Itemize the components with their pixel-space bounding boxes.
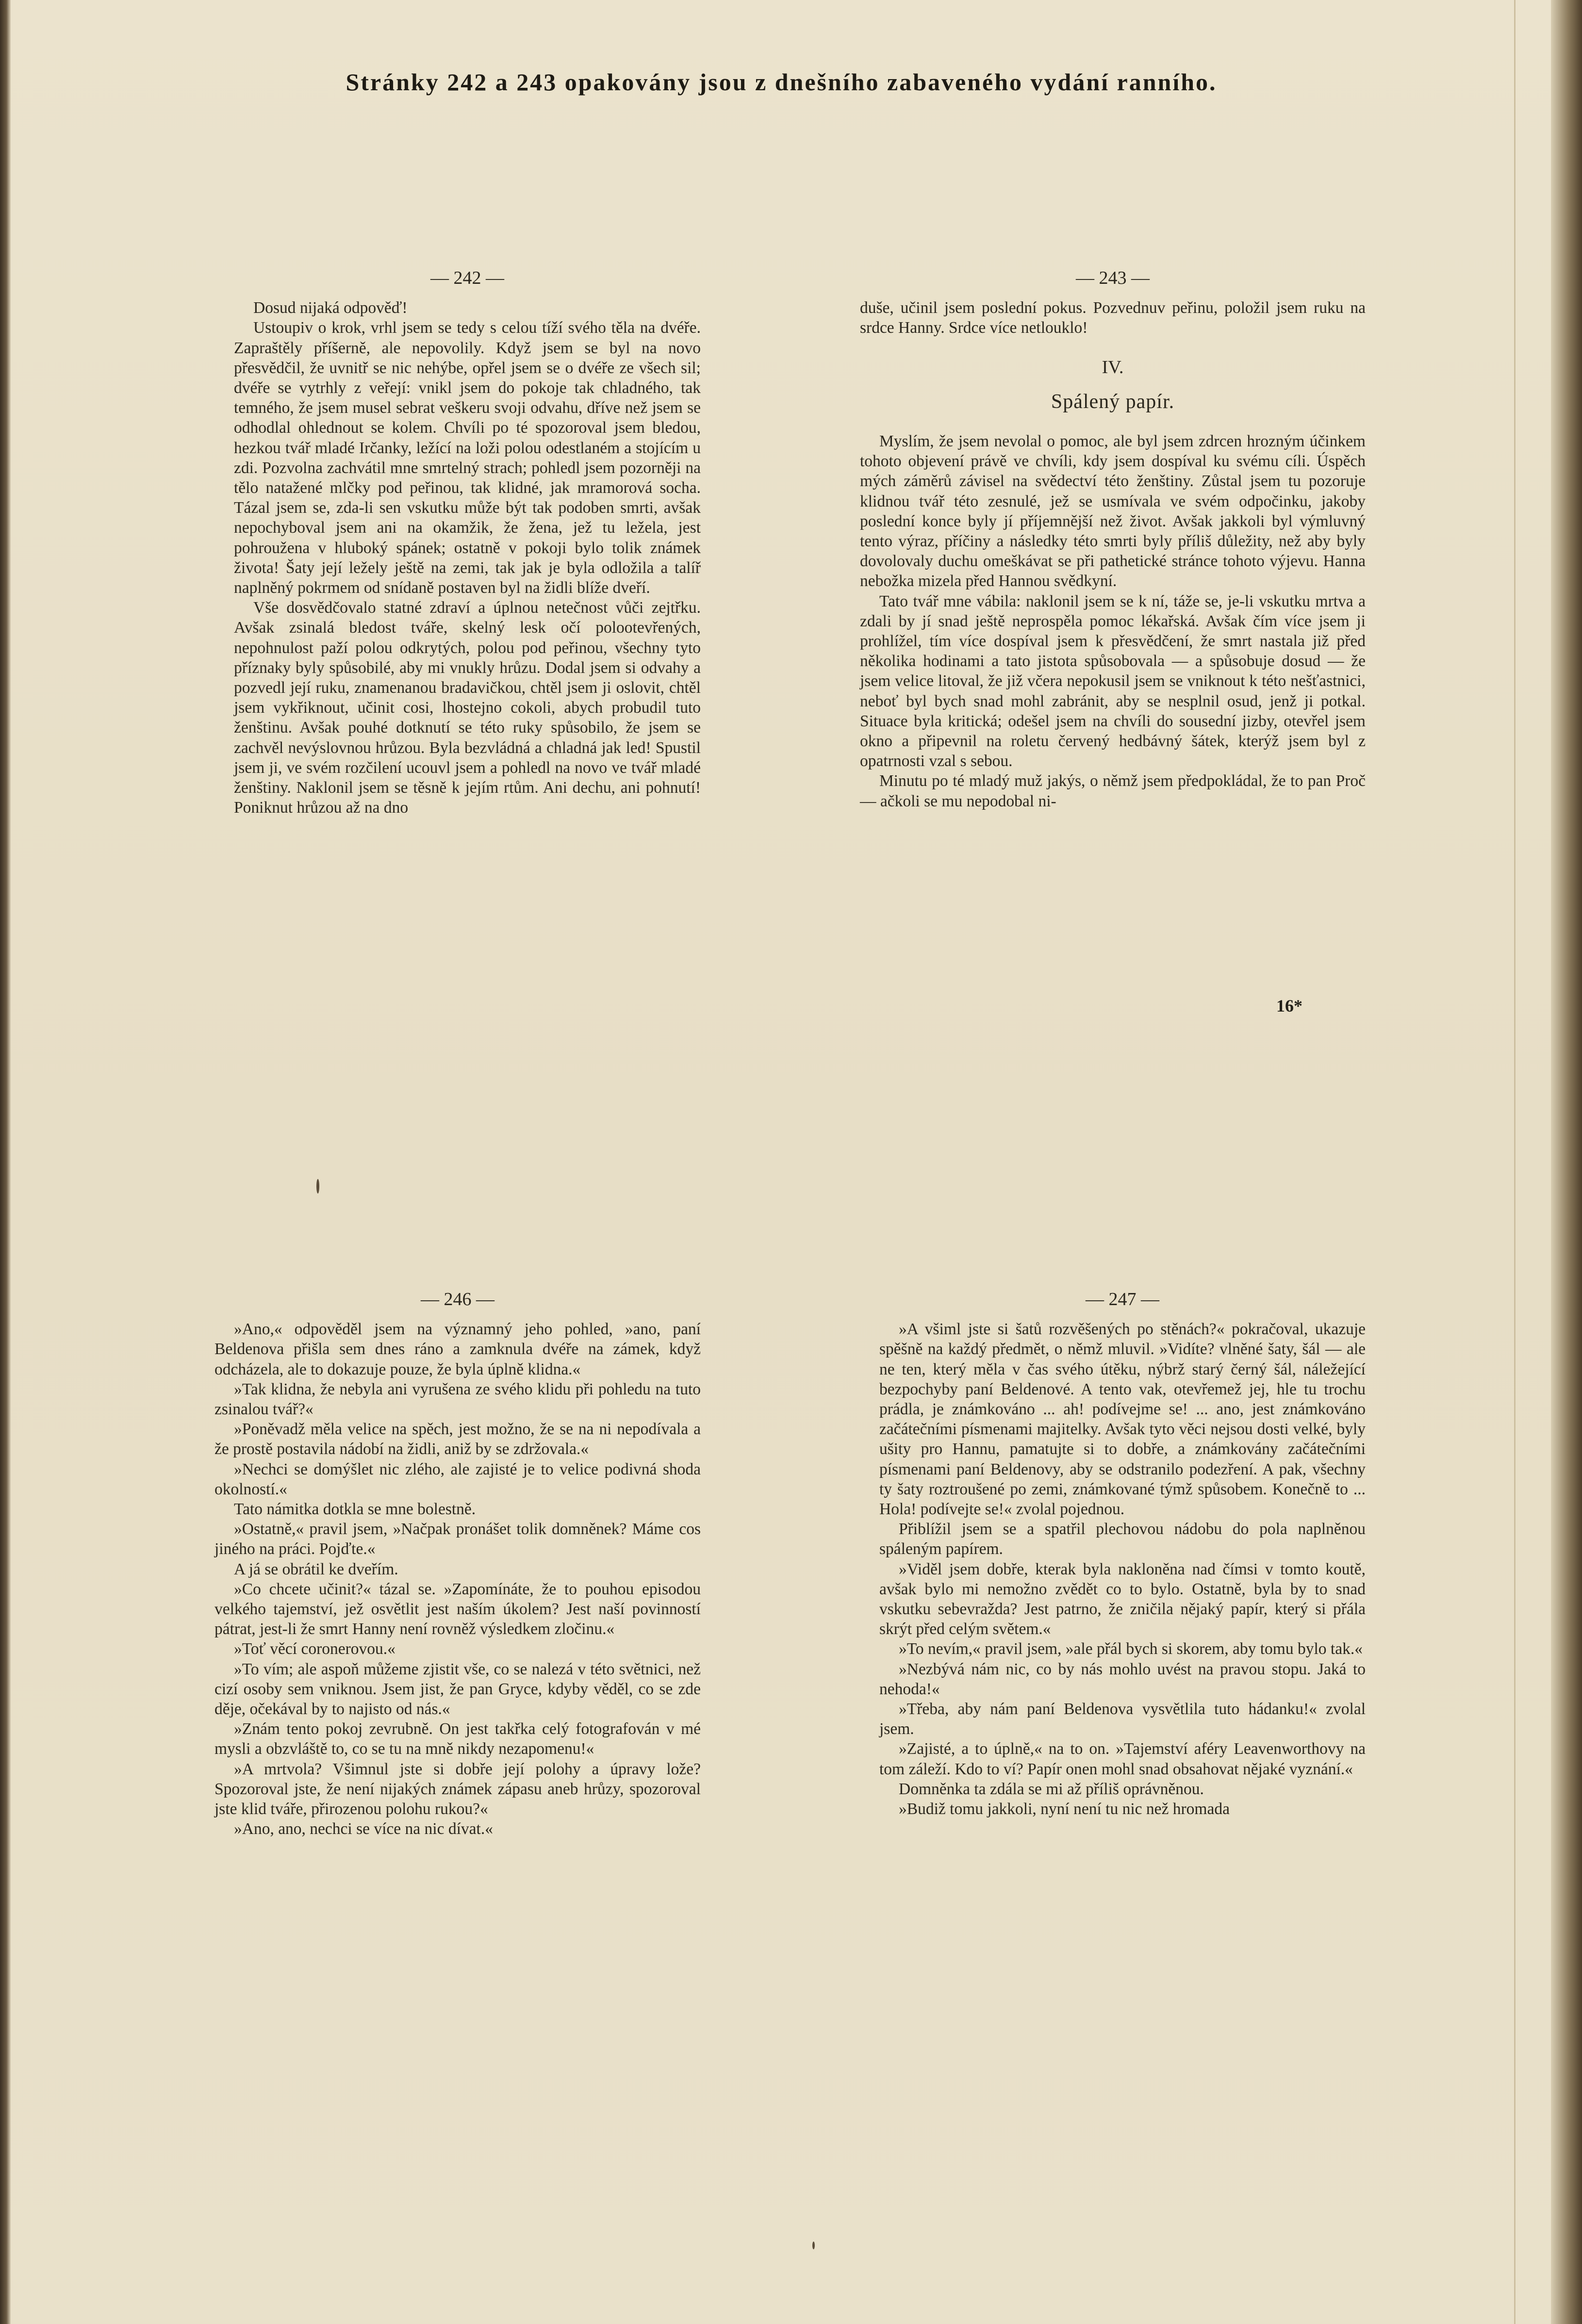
paper-speck — [812, 2242, 815, 2249]
page-number: — 246 — — [421, 1289, 494, 1309]
paragraph: »Co chcete učinit?« tázal se. »Zapomínáte, že to pouhou episodou velkého tajemství, jež osvětlit jest naším úkolem? Jest naší povinností pátrat, jest-li že smrt Hanny není rovněž výsledkem zločinu.« — [214, 1580, 701, 1638]
paragraph: Přiblížil jsem se a spatřil plechovou nádobu do pola naplněnou spáleným papírem. — [879, 1520, 1366, 1558]
paragraph: Tato tvář mne vábila: naklonil jsem se k ní, tážе se, je-li vskutku mrtva a zdali by jí snad ještě neprospěla pomoc lékařská. Avšak čím více jsem ji prohlížel, tím více dospíval jsem k přesvědčení, že smrt nastala již před několika hodinami a tato jistota spůsobovala — a spůsobuje dosud — že jsem velice litoval, že již včera nepokusil jsem se vniknout k této nešťastnici, neboť byl bych snad mohl zabránit, aby se nesplnil osud, jenž ji potkal. Situace byla kritická; odešel jsem na chvíli do sousední jizby, otevřel jsem okno a připevnil na roletu červený hedbávný šátek, kterýž jsem byl z opatrnosti vzal s sebou. — [860, 592, 1366, 770]
paper-speck — [316, 1179, 319, 1194]
left-binding-edge — [0, 0, 11, 2324]
chapter-number: IV. — [1102, 357, 1124, 377]
page-number: — 242 — — [430, 268, 504, 288]
paragraph: »Ostatně,« pravil jsem, »Načpak pronášet tolik domněnek? Máme cos jiného na práci. Pojďte.« — [214, 1520, 701, 1558]
repeat-notice-heading: Stránky 242 a 243 opakovány jsou z dnešního zabaveného vydání ranního. — [346, 68, 1217, 96]
paragraph: »To nevím,« pravil jsem, »ale přál bych si skorem, aby tomu bylo tak.« — [899, 1640, 1363, 1658]
paragraph: Vše dosvědčovalo statné zdraví a úplnou netečnost vůči zejtřku. Avšak zsinalá bledost tváře, skelný lesk očí polootevřených, nepohnulost paží polou odkrytých, polou pod peřinou, všechny tyto příznaky byly spůsobilé, aby mi vnukly hrůzu. Dodal jsem si odvahy a pozvedl její ruku, znamenanou bradavičkou, chtěl jsem ji oslovit, chtěl jsem vykřiknout, učinit cosi, lhostejno cokoli, abych probudil tuto ženštinu. Avšak pouhé dotknutí se této ruky spůsobilo, že jsem se zachvěl nevýslovnou hrůzou. Byla bezvládná a chladná jak led! Spustil jsem ji, ve svém rozčilení ucouvl jsem a pohledl na novo ve tvář mladé ženštiny. Naklonil jsem se těsně k jejím rtům. Ani dechu, ani pohnutí! Poniknut hrůzou až na dno — [234, 599, 701, 817]
paragraph: »Budiž tomu jakkoli, nyní není tu nic než hromada — [899, 1800, 1230, 1818]
page-243 — [860, 268, 1366, 811]
page-246 — [214, 1290, 701, 1839]
paragraph: »Poněvadž měla velice na spěch, jest možno, že se na ni nepodívala a že prostě postavila nádobí na židli, aniž by se zdržovala.« — [214, 1420, 701, 1458]
paragraph: »Nechci se domýšlet nic zlého, ale zajisté je to velice podivná shoda okolností.« — [214, 1460, 701, 1498]
page-number: — 247 — — [1086, 1289, 1159, 1309]
page-number: — 243 — — [1076, 268, 1150, 288]
paragraph: »Viděl jsem dobře, kterak byla nakloněna nad čímsi v tomto koutě, avšak bylo mi nemožno zvědět co to bylo. Ostatně, byla by to snad vskutku sebevražda? Jest patrno, že zničila nějaký papír, který si přála skrýt před celým světem.« — [879, 1560, 1366, 1638]
paragraph: Myslím, že jsem nevolal o pomoc, ale byl jsem zdrcen hrozným účinkem tohoto objevení právě ve chvíli, kdy jsem dospíval ku svému cíli. Úspěch mých záměrů závisel na svědectví této ženštiny. Zůstal jsem tu pozoruje klidnou tvář této zesnulé, jež se usmívala ve svém odpočinku, jakoby poslední konce byly jí příjemnější než život. Avšak jakkoli byl výmluvný tento výraz, příčiny a následky této smrti byly příliš důležity, než aby byly dovolovaly duchu omeškávat se při pathetické stránce tohoto výjevu. Hanna nebožka mizela před Hannou svědkyní. — [860, 432, 1366, 590]
page-247 — [879, 1290, 1366, 1819]
chapter-title: Spálený papír. — [1051, 390, 1175, 413]
paragraph: Domněnka ta zdála se mi až příliš oprávněnou. — [899, 1780, 1204, 1798]
paragraph: Dosud nijaká odpověď! — [253, 299, 408, 317]
paragraph: Ustoupiv o krok, vrhl jsem se tedy s celou tíží svého těla na dvéře. Zapraštěly příšerně, ale nepovolily. Když jsem se byl na novo přesvědčil, že uvnitř se nic nehýbe, opřel jsem se o dvéře ze všech sil; dvéře se vytrhly z veřejí: vnikl jsem do pokoje tak chladného, tak temného, že jsem musel sebrat veškeru svoji odvahu, dříve než jsem se odhodlal ohlednout se kolem. Chvíli po té spozoroval jsem bledou, hezkou tvář mladé Irčanky, ležící na loži polou odestlaném a stojícím u zdi. Pozvolna zachvátil mne smrtelný strach; pohledl jsem pozorněji na tělo natažené mlčky pod peřinou, tak klidné, jak mramorová socha. Tázal jsem se, zda-li sen vskutku může být tak podoben smrti, avšak nepochyboval jsem ani na okamžik, že žena, jež tu ležela, jest pohroužena v hluboký spánek; ostatně v pokoji bylo tolik známek života! Šaty její ležely ještě na zemi, tak jak je byla odložila a talíř naplněný pokrmem od snídaně postaven byl na židli blíže dveří. — [234, 319, 701, 597]
paragraph: »Nezbývá nám nic, co by nás mohlo uvést na pravou stopu. Jaká to nehoda!« — [879, 1660, 1366, 1698]
paragraph: »To vím; ale aspoň můžeme zjistit vše, co se nalezá v této světnici, než cizí osoby sem vniknou. Jsem jist, že pan Gryce, kdyby věděl, co se zde děje, očekával by to najisto od nás.« — [214, 1660, 701, 1718]
right-binding-edge — [1551, 0, 1582, 2324]
paragraph: »Ano,« odpověděl jsem na významný jeho pohled, »ano, paní Beldenova přišla sem dnes ráno a zamknula dvéře na zámek, když odcházela, ale to dokazuje pouze, že byla úplně klidna.« — [214, 1320, 701, 1378]
page-242 — [234, 268, 701, 818]
paragraph: A já se obrátil ke dveřím. — [234, 1560, 398, 1578]
paragraph: »Toť věcí coronerovou.« — [234, 1640, 396, 1658]
paragraph: Tato námitka dotkla se mne bolestně. — [234, 1500, 476, 1519]
paragraph: »A všiml jste si šatů rozvěšených po stěnách?« pokračoval, ukazuje spěšně na každý předmět, o němž mluvil. »Vidíte? vlněné šaty, šál — ale ne ten, který měla v čas svého útěku, nýbrž starý černý šál, náležející bezpochyby paní Beldenové. A tento vak, otevřemež jej, hle tu trochu prádla, je známkováno ... ah! podívejme se! ... ano, jest známkováno začátečními písmenami majitelky. Avšak tyto věci nejsou dosti velké, byly ušity pro Hannu, pamatujte si to dobře, a známkovány začátečními písmenami paní Beldenovy, aby se odstranilo podezření. A pak, všechny ty šaty roztroušené po zemi, známkované týmž spůsobem. Konečně to ... Hola! podívejte se!« zvolal pojednou. — [879, 1320, 1366, 1519]
paragraph: duše, učinil jsem poslední pokus. Pozvednuv peřinu, položil jsem ruku na srdce Hanny. Srdce více netlouklo! — [860, 299, 1366, 337]
paragraph: »Ano, ano, nechci se více na nic dívat.« — [234, 1820, 493, 1838]
signature-mark: 16* — [1276, 996, 1302, 1015]
paragraph: Minutu po té mladý muž jakýs, o němž jsem předpokládal, že to pan Proč — ačkoli se mu nepodobal ni- — [860, 772, 1366, 810]
paragraph: »Tak klidna, že nebyla ani vyrušena ze svého klidu při pohledu na tuto zsinalou tvář?« — [214, 1380, 701, 1419]
paragraph: »Třeba, aby nám paní Beldenova vysvětlila tuto hádanku!« zvolal jsem. — [879, 1700, 1366, 1738]
page-fold-line — [1514, 0, 1516, 2324]
paragraph: »A mrtvola? Všimnul jste si dobře její polohy a úpravy lože? Spozoroval jste, že není nijakých známek zápasu aneb hrůzy, spozoroval jste klid tváře, přirozenou polohu rukou?« — [214, 1760, 701, 1818]
paragraph: »Zajisté, a to úplně,« na to on. »Tajemství aféry Leavenworthovy na tom záleží. Kdo to ví? Papír onen mohl snad obsahovat nějaké vyznání.« — [879, 1740, 1366, 1778]
paragraph: »Znám tento pokoj zevrubně. On jest takřka celý fotografován v mé mysli a obzvláště to, co se tu na mně nikdy nezapomenu!« — [214, 1720, 701, 1758]
